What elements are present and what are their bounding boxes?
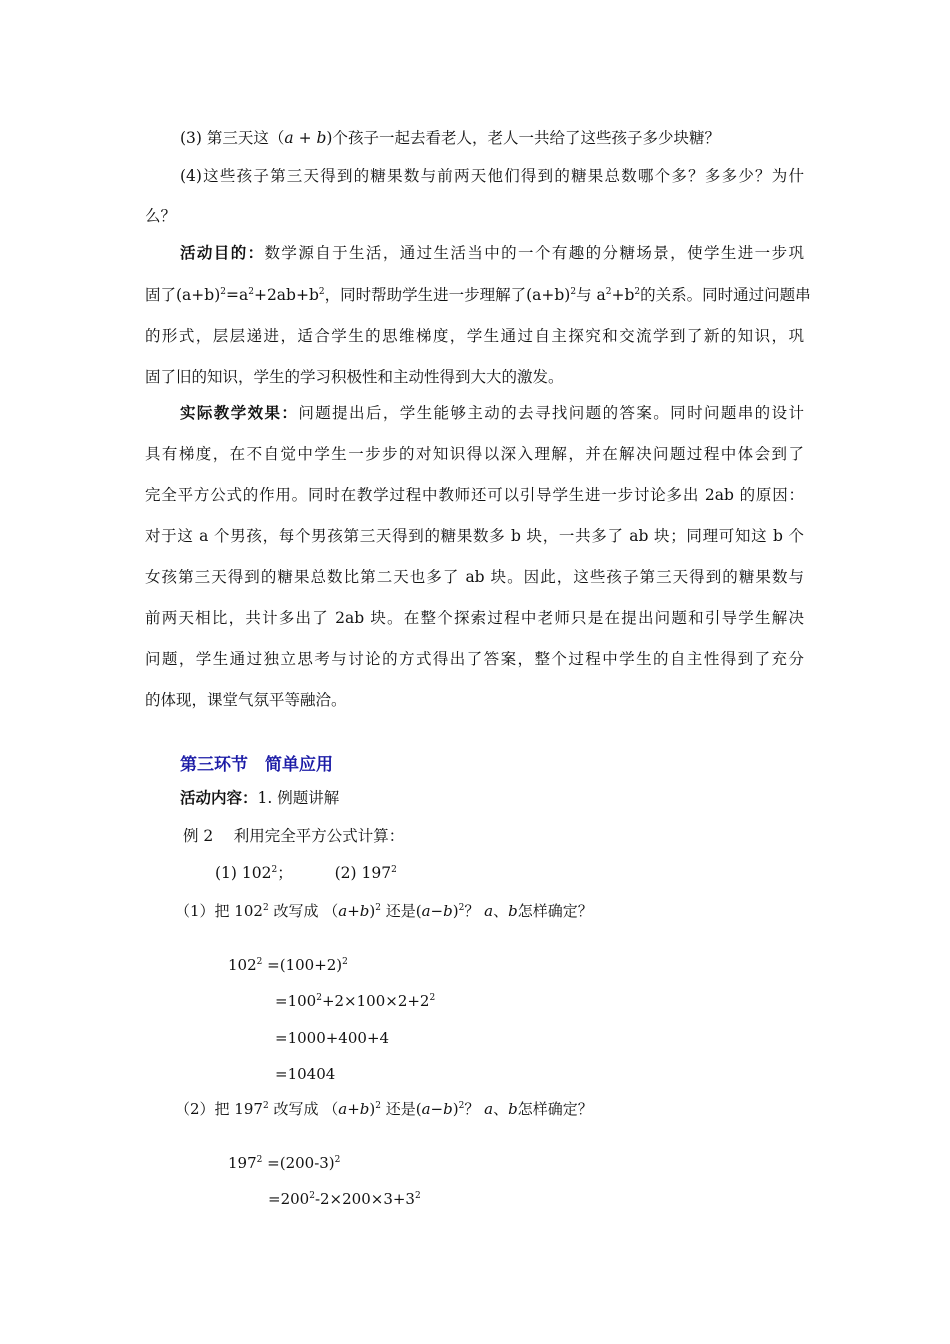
superscript: 2 (316, 993, 322, 1003)
calc-term: -2×200×3+3 (314, 1190, 415, 1208)
superscript: 2 (375, 1101, 381, 1111)
activity-label: 活动内容： (180, 788, 258, 807)
purpose-line2 (145, 285, 811, 305)
superscript: 2 (309, 1191, 315, 1201)
question-rewrite-1 (175, 901, 593, 921)
effect-line1 (180, 403, 804, 423)
calc-term: =(200-3) (262, 1154, 335, 1172)
q1-end: 怎样确定？ (517, 902, 593, 920)
problems-row (215, 863, 397, 883)
paren: ) (369, 902, 376, 920)
plus: + (293, 129, 317, 147)
calc-term: =200 (268, 1190, 310, 1208)
superscript: 2 (256, 957, 263, 967)
problem-2: (2) 197 (334, 864, 392, 882)
activity-text: 1. 例题讲解 (257, 789, 340, 807)
plus: + (347, 1100, 360, 1118)
purpose-line1 (180, 243, 804, 263)
superscript: 2 (605, 287, 612, 297)
var-b: b (443, 902, 453, 920)
formula-part: 固了(a+b) (145, 286, 221, 304)
calc-term: 102 (228, 956, 257, 974)
separator: 、 (493, 1100, 509, 1118)
paren: ) (452, 902, 459, 920)
minus: − (430, 1100, 444, 1118)
superscript: 2 (342, 957, 348, 967)
question-4-line2: 么？ (145, 207, 177, 225)
calc1-line2 (275, 991, 435, 1011)
q2-end: 怎样确定？ (517, 1100, 593, 1118)
q2-or: 还是( (380, 1100, 422, 1118)
effect-line5: 女孩第三天得到的糖果总数比第二天也多了 ab 块。因此，这些孩子第三天得到的糖果数与 (145, 568, 804, 586)
formula-part: 的关系。同时通过问题串 (640, 286, 811, 304)
q2-text: 改写成 （ (268, 1100, 339, 1118)
question-mark: ？ (464, 902, 485, 920)
question-4-line1: (4)这些孩子第三天得到的糖果数与前两天他们得到的糖果总数哪个多？多多少？为什 (180, 167, 804, 185)
var-b: b (359, 1100, 370, 1118)
superscript: 2 (220, 287, 226, 297)
calc-term: =(100+2) (262, 956, 343, 974)
calc1-line1 (228, 955, 348, 975)
paren: ) (452, 1100, 459, 1118)
question-3 (180, 128, 720, 148)
purpose-line4: 固了旧的知识，学生的学习积极性和主动性得到大大的激发。 (145, 368, 564, 386)
superscript: 2 (458, 1101, 465, 1111)
var-b: b (508, 902, 518, 920)
superscript: 2 (414, 1191, 421, 1201)
formula-part: =a (225, 286, 249, 304)
effect-line7: 问题，学生通过独立思考与讨论的方式得出了答案，整个过程中学生的自主性得到了充分 (145, 650, 804, 668)
purpose-label: 活动目的： (180, 243, 265, 262)
effect-line6: 前两天相比，共计多出了 2ab 块。在整个探索过程中老师只是在提出问题和引导学生解决 (145, 609, 804, 627)
var-b: b (508, 1100, 518, 1118)
effect-line4: 对于这 a 个男孩，每个男孩第三天得到的糖果数多 b 块，一共多了 ab 块；同理可知这 b 个 (145, 527, 804, 545)
var-a: a (484, 1100, 494, 1118)
q3-prefix: (3) 第三天这（ (180, 129, 285, 147)
problem-1: (1) 102 (215, 864, 272, 882)
var-b: b (316, 129, 327, 147)
formula-part: ，同时帮助学生进一步理解了(a+b) (324, 286, 571, 304)
effect-label: 实际教学效果： (180, 403, 299, 422)
superscript: 2 (318, 287, 325, 297)
var-a: a (284, 129, 294, 147)
effect-text-1: 问题提出后，学生能够主动的去寻找问题的答案。同时问题串的设计 (298, 404, 804, 422)
effect-line8: 的体现，课堂气氛平等融洽。 (145, 691, 347, 709)
calc-term: =100 (275, 992, 317, 1010)
superscript: 2 (458, 903, 465, 913)
plus: + (347, 902, 360, 920)
var-a: a (484, 902, 494, 920)
var-a: a (421, 1100, 431, 1118)
effect-line2: 具有梯度，在不自觉中学生一步步的对知识得以深入理解，并在解决问题过程中体会到了 (145, 445, 804, 463)
superscript: 2 (570, 287, 577, 297)
superscript: 2 (391, 865, 397, 875)
purpose-line3: 的形式，层层递进，适合学生的思维梯度，学生通过自主探究和交流学到了新的知识，巩 (145, 327, 804, 345)
section-heading: 第三环节 简单应用 (180, 755, 333, 775)
minus: − (430, 902, 444, 920)
calc2-line2 (268, 1189, 421, 1209)
var-b: b (443, 1100, 453, 1118)
purpose-text-1: 数学源自于生活，通过生活当中的一个有趣的分糖场景，使学生进一步巩 (264, 244, 804, 262)
var-a: a (338, 1100, 348, 1118)
formula-part: +2ab+b (253, 286, 319, 304)
q1-text: 改写成 （ (268, 902, 339, 920)
calc2-line1 (228, 1153, 340, 1173)
superscript: 2 (375, 903, 381, 913)
example-2: 例 2 利用完全平方公式计算： (183, 827, 405, 845)
question-rewrite-2 (175, 1099, 593, 1119)
superscript: 2 (248, 287, 254, 297)
var-a: a (338, 902, 348, 920)
separator: 、 (493, 902, 509, 920)
superscript: 2 (634, 287, 641, 297)
calc-term: +2×100×2+2 (321, 992, 430, 1010)
activity-content (180, 788, 339, 808)
q3-suffix: )个孩子一起去看老人，老人一共给了这些孩子多少块糖？ (326, 129, 720, 147)
q1-prefix: （1）把 102 (175, 902, 263, 920)
formula-part: 与 a (576, 286, 606, 304)
superscript: 2 (271, 865, 278, 875)
superscript: 2 (429, 993, 436, 1003)
separator: ； (277, 864, 293, 882)
formula-part: +b (611, 286, 635, 304)
calc1-line4: =10404 (275, 1065, 336, 1083)
q2-prefix: （2）把 197 (175, 1100, 263, 1118)
var-a: a (421, 902, 431, 920)
paren: ) (369, 1100, 376, 1118)
q1-or: 还是( (380, 902, 422, 920)
question-mark: ？ (464, 1100, 485, 1118)
superscript: 2 (256, 1155, 263, 1165)
effect-line3: 完全平方公式的作用。同时在教学过程中教师还可以引导学生进一步讨论多出 2ab 的原因： (145, 486, 804, 504)
calc1-line3: =1000+400+4 (275, 1029, 390, 1047)
calc-term: 197 (228, 1154, 257, 1172)
var-b: b (359, 902, 370, 920)
superscript: 2 (262, 1101, 269, 1111)
superscript: 2 (334, 1155, 341, 1165)
superscript: 2 (262, 903, 269, 913)
